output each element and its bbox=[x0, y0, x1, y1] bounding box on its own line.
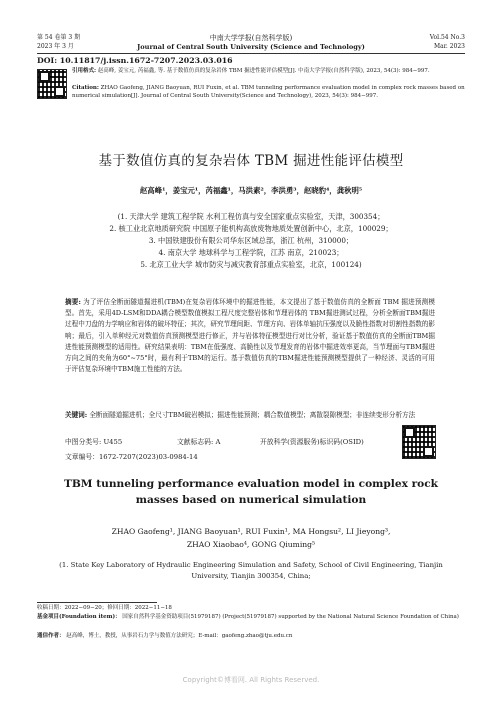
qr-code-icon[interactable] bbox=[37, 69, 67, 99]
issue-date-en: Mar. 2023 bbox=[433, 43, 465, 50]
copyright-watermark: Copyright©博看网. All Rights Reserved. bbox=[182, 676, 320, 684]
issue-date: 2023 年 3 月 bbox=[37, 43, 74, 50]
affiliation-cn-3: 3. 中国铁建股份有限公司华东区域总部，浙江 杭州，310000； bbox=[148, 236, 354, 245]
fund-label: 基金项目(Foundation item)： bbox=[37, 614, 121, 620]
authors-en-line1: ZHAO Gaofeng¹, JIANG Baoyuan¹, RUI Fuxin¹, MA Hongsu², LI Jieyong³, bbox=[111, 527, 391, 536]
abstract-cn-text: 为了评估全断面隧道掘进机(TBM)在复杂岩体环境中的掘进性能，本文提出了基于数值仿真的全断面 TBM 掘进预测模型。首先，采用4D-LSM和DDA耦合模型数值模拟工程尺度完整岩体和节理岩体的 TBM掘进测试过程，分析全断面TBM掘进过程中刀盘的力学响应和岩体的破坏特征；其次，研究节理间距、节理方向、岩体单轴抗压强度以及脆性指数对切割性指数的影响；最后，引入单种经元对数值仿真预测模型进行修正，并与岩体特征模型进行对比分析，验证基于数值仿真的全断面TBM掘进性能预测模型的适用性。研究结果表明：TBM在低强度、高脆性以及节理发育的岩体中掘进效率更高，当节理面与TBM掘进方向之间的夹角为60°~75°时，最有利于TBM的运行。基于数值仿真的TBM掘进性能预测模型提供了一种经济、灵活的可用于评估复杂环境中TBM施工性能的方法。 bbox=[65, 298, 435, 374]
author-text: 赵高峰，博士，教授，从事岩石力学与数值方法研究；E-mail：gaofeng.zhao@tju.edu.cn bbox=[66, 633, 293, 639]
clc-label: 中图分类号: bbox=[65, 438, 102, 446]
affiliation-en-line2: University, Tianjin 300354, China; bbox=[191, 572, 311, 580]
abstract-cn bbox=[65, 297, 435, 375]
doc-code-value: A bbox=[215, 438, 221, 446]
keywords-cn-text: 全断面隧道掘进机；全尺寸TBM破岩模拟；掘进性能预测；耦合数值模型；离散裂隙模型；非连续变形分析方法 bbox=[89, 411, 416, 419]
keywords-cn-label: 关键词: bbox=[65, 411, 88, 419]
abstract-cn-label: 摘要: bbox=[65, 298, 81, 306]
volume-issue: 第 54 卷第 3 期 bbox=[37, 34, 81, 41]
citation-en-text: ZHAO Gaofeng, JIANG Baoyuan, RUI Fuxin, et al. TBM tunneling performance evaluation model in complex rock masses based on numerical simulation[J]. Journal of Central South University(Science and Technology), 2023, 54(3): 984−997. bbox=[72, 85, 465, 99]
citation-cn-label: 引用格式: bbox=[72, 68, 97, 74]
fund-text: 国家自然科学基金资助项目(51979187) (Project(51979187) supported by the National Natural Science Foundation of China) bbox=[122, 614, 459, 620]
document-code bbox=[177, 436, 220, 446]
affiliation-cn-5: 5. 北京工业大学 城市防灾与减灾教育部重点实验室，北京，100124) bbox=[140, 260, 362, 269]
fund-item bbox=[37, 614, 465, 622]
clc-value: U455 bbox=[103, 438, 123, 446]
citation-en bbox=[72, 85, 465, 100]
affiliation-cn-2: 2. 核工业北京地质研究院 中国原子能机构高放废物地质处置创新中心，北京，100029； bbox=[109, 224, 393, 233]
citation-cn bbox=[72, 68, 465, 76]
osid-label: 开放科学(资源服务)标识码(OSID) bbox=[260, 438, 364, 446]
affiliations-cn bbox=[37, 211, 465, 271]
article-number: 文章编号：1672-7207(2023)03-0984-14 bbox=[65, 453, 198, 461]
affiliation-en-line1: (1. State Key Laboratory of Hydraulic Engineering Simulation and Safety, School of Civil Engineering, Tianjin bbox=[59, 561, 443, 569]
affiliation-cn-4: 4. 南京大学 地球科学与工程学院，江苏 南京，210023； bbox=[158, 248, 344, 257]
citation-en-label: Citation: bbox=[72, 85, 99, 91]
volume-issue-en: Vol.54 No.3 bbox=[429, 34, 465, 41]
journal-name-en: Journal of Central South University (Science and Technology) bbox=[137, 43, 365, 51]
doc-code-label: 文献标志码: bbox=[177, 438, 214, 446]
footnote-rule bbox=[37, 602, 157, 603]
title-en-line1: TBM tunneling performance evaluation model in complex rock bbox=[63, 478, 439, 490]
keywords-cn bbox=[65, 410, 435, 421]
title-cn: 基于数值仿真的复杂岩体 TBM 掘进性能评估模型 bbox=[98, 153, 404, 169]
received-date: 收稿日期：2022−09−20；修回日期：2022−11−18 bbox=[37, 605, 172, 611]
title-en-line2: masses based on numerical simulation bbox=[135, 494, 367, 506]
doi[interactable]: DOI: 10.11817/j.issn.1672-7207.2023.03.016 bbox=[37, 56, 233, 65]
authors-cn: 赵高峰¹，姜宝元¹，芮福鑫¹，马洪素²，李洪勇³，赵晓豹⁴，龚秋明⁵ bbox=[139, 186, 363, 195]
citation-cn-text: 赵高峰, 姜宝元, 芮福鑫, 等. 基于数值仿真的复杂岩体 TBM 掘进性能评估模型[J]. 中南大学学报(自然科学版), 2023, 54(3): 984−997. bbox=[97, 68, 430, 74]
affiliation-cn-1: (1. 天津大学 建筑工程学院 水利工程仿真与安全国家重点实验室，天津，300354； bbox=[117, 212, 385, 221]
corresponding-author bbox=[37, 633, 465, 641]
osid-qr-code-icon[interactable] bbox=[402, 425, 436, 459]
clc-number bbox=[65, 436, 122, 446]
authors-en-line2: ZHAO Xiaobao⁴, GONG Qiuming⁵ bbox=[186, 540, 316, 549]
author-label: 通信作者： bbox=[37, 633, 65, 639]
header-rule bbox=[37, 53, 465, 54]
journal-name-cn: 中南大学学报(自然科学版) bbox=[209, 34, 293, 42]
